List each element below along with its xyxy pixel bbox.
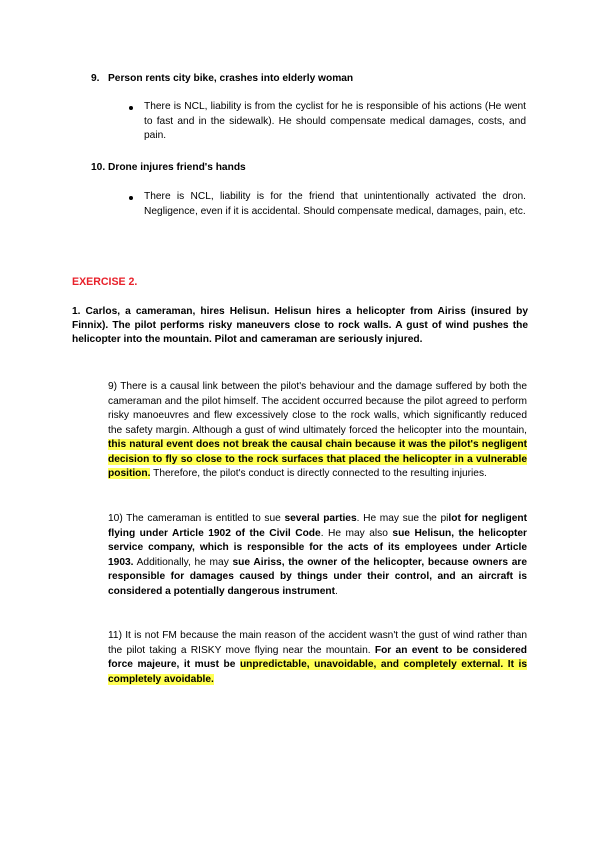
answer-10-text: . bbox=[335, 585, 338, 597]
item-9-bullet-text: There is NCL, liability is from the cyclist for he is responsible of his actions (He went to fast and in the sidewalk). He should compensate medical damages, costs, and pain. bbox=[144, 101, 526, 141]
answer-10-bold: sue Airiss, the owner of the helicopter, because owners are responsible for damages caused by things under their control, and an aircraft is considered a potentially dangerous instrument bbox=[108, 556, 527, 597]
item-10-title: 10. Drone injures friend's hands bbox=[91, 162, 246, 173]
bullet-dot bbox=[129, 106, 133, 110]
answer-9-highlight: this natural event does not break the causal chain because it was the pilot's negligent decision to fly so close to the rock surfaces that placed the helicopter in a vulnerable position. bbox=[108, 439, 527, 479]
exercise-2-heading: EXERCISE 2. bbox=[72, 276, 138, 288]
answer-10-bold: sue Helisun, the helicopter service company, which is responsible for the acts of its employees under Article 1903. bbox=[108, 527, 527, 568]
answer-11-highlight: unpredictable, unavoidable, and completely external. It is completely avoidable. bbox=[108, 659, 527, 685]
answer-10-bold: lot for negligent flying under Article 1902 of the Civil Code bbox=[108, 513, 527, 539]
bullet-dot bbox=[129, 196, 133, 200]
answer-10-text: . He may sue the pi bbox=[356, 513, 449, 524]
answer-11-bold: For an event to be considered force majeure, it must be bbox=[108, 644, 527, 670]
answer-9-paragraph bbox=[108, 380, 527, 482]
answer-11-paragraph bbox=[108, 629, 527, 687]
answer-9-conclusion: Therefore, the pilot's conduct is directly connected to the resulting injuries. bbox=[150, 468, 487, 479]
item-9-number: 9. bbox=[91, 73, 100, 84]
answer-11-text: 11) It is not FM because the main reason of the accident wasn't the gust of wind rather than the pilot taking a RISKY move flying near the mountain. bbox=[108, 630, 527, 656]
answer-10-bold: several parties bbox=[284, 513, 357, 524]
answer-10-text: . He may also bbox=[320, 527, 393, 539]
item-9-title: Person rents city bike, crashes into elderly woman bbox=[108, 73, 354, 84]
answer-10-text: Additionally, he may bbox=[133, 556, 233, 568]
answer-10-text: 10) The cameraman is entitled to sue bbox=[108, 513, 285, 524]
answer-9-text: 9) There is a causal link between the pilot's behaviour and the damage suffered by both the cameraman and the pilot himself. The accident occurred because the pilot agreed to perform risky manoeuvres and flew excessively close to the rock walls, which significantly reduced the safety margin. Although a gust of wind ultimately forced the helicopter into the mountain, bbox=[108, 381, 527, 436]
item-10-bullet-text: There is NCL, liability is for the friend that unintentionally activated the dron. Negligence, even if it is accidental. Should compensate medical, damages, pain, etc. bbox=[144, 191, 526, 217]
answer-10-paragraph bbox=[108, 512, 527, 599]
exercise-2-case: 1. Carlos, a cameraman, hires Helisun. Helisun hires a helicopter from Airiss (insured by Finnix). The pilot performs risky maneuvers close to rock walls. A gust of wind pushes the helicopter into the mountain. Pilot and cameraman are seriously injured. bbox=[72, 306, 528, 345]
